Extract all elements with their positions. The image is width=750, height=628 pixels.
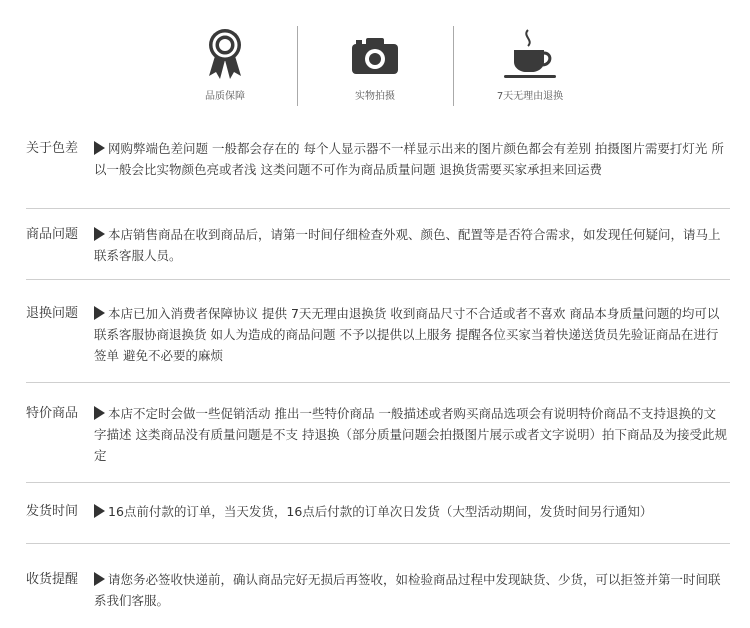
- guarantee-return: [470, 28, 590, 104]
- triangle-bullet-icon: [94, 572, 105, 586]
- section-title: 关于色差: [26, 141, 79, 156]
- camera-icon: [350, 36, 400, 76]
- section-body: [94, 138, 728, 180]
- section-divider: [26, 543, 730, 544]
- section-body: [94, 569, 728, 611]
- divider: [297, 26, 298, 106]
- section-title: 退换问题: [26, 306, 79, 321]
- guarantee-quality: [165, 28, 285, 104]
- section-text: 网购弊端色差问题 一般都会存在的 每个人显示器不一样显示出来的图片颜色都会有差别 拍摄图片需要打灯光 所以一般会比实物颜色亮或者浅 这类问题不可作为商品质量问题 退换货需要买家承担来回运费: [94, 141, 724, 177]
- ribbon-award-icon: [205, 28, 245, 80]
- section-divider: [26, 279, 730, 280]
- divider: [453, 26, 454, 106]
- section-title: 收货提醒: [26, 572, 79, 587]
- section-text: 本店销售商品在收到商品后，请第一时间仔细检查外观、颜色、配置等是否符合需求，如发现任何疑问，请马上联系客服人员。: [94, 227, 721, 263]
- triangle-bullet-icon: [94, 306, 105, 320]
- coffee-cup-icon: [500, 28, 560, 80]
- guarantee-photo: [315, 28, 435, 104]
- section-body: [94, 403, 728, 466]
- section-text: 本店不定时会做一些促销活动 推出一些特价商品 一般描述或者购买商品选项会有说明特价商品不支持退换的文字描述 这类商品没有质量问题是不支 持退换（部分质量问题会拍摄图片展示或者文字说明）拍下商品及为接受此规定: [94, 406, 727, 463]
- section-title: 特价商品: [26, 406, 79, 421]
- guarantee-photo-label: 实物拍摄: [355, 91, 395, 102]
- guarantee-banner: [0, 0, 750, 120]
- triangle-bullet-icon: [94, 406, 105, 420]
- triangle-bullet-icon: [94, 227, 105, 241]
- triangle-bullet-icon: [94, 504, 105, 518]
- section-title: 发货时间: [26, 504, 79, 519]
- section-text: 16点前付款的订单，当天发货，16点后付款的订单次日发货（大型活动期间，发货时间另行通知）: [108, 504, 653, 519]
- section-title: 商品问题: [26, 227, 79, 242]
- section-body: [94, 224, 728, 266]
- guarantee-return-label: 7天无理由退换: [496, 91, 564, 102]
- section-body: [94, 501, 728, 522]
- section-divider: [26, 382, 730, 383]
- section-body: [94, 303, 728, 366]
- triangle-bullet-icon: [94, 141, 105, 155]
- section-divider: [26, 482, 730, 483]
- section-text: 请您务必签收快递前，确认商品完好无损后再签收，如检验商品过程中发现缺货、少货，可以拒签并第一时间联系我们客服。: [94, 572, 721, 608]
- guarantee-quality-label: 品质保障: [205, 91, 245, 102]
- section-text: 本店已加入消费者保障协议 提供 7天无理由退换货 收到商品尺寸不合适或者不喜欢 商品本身质量问题的均可以联系客服协商退换货 如人为造成的商品问题 不予以提供以上服务 提醒各位买家当着快递送货员先验证商品在进行签单 避免不必要的麻烦: [94, 306, 720, 363]
- section-divider: [26, 208, 730, 209]
